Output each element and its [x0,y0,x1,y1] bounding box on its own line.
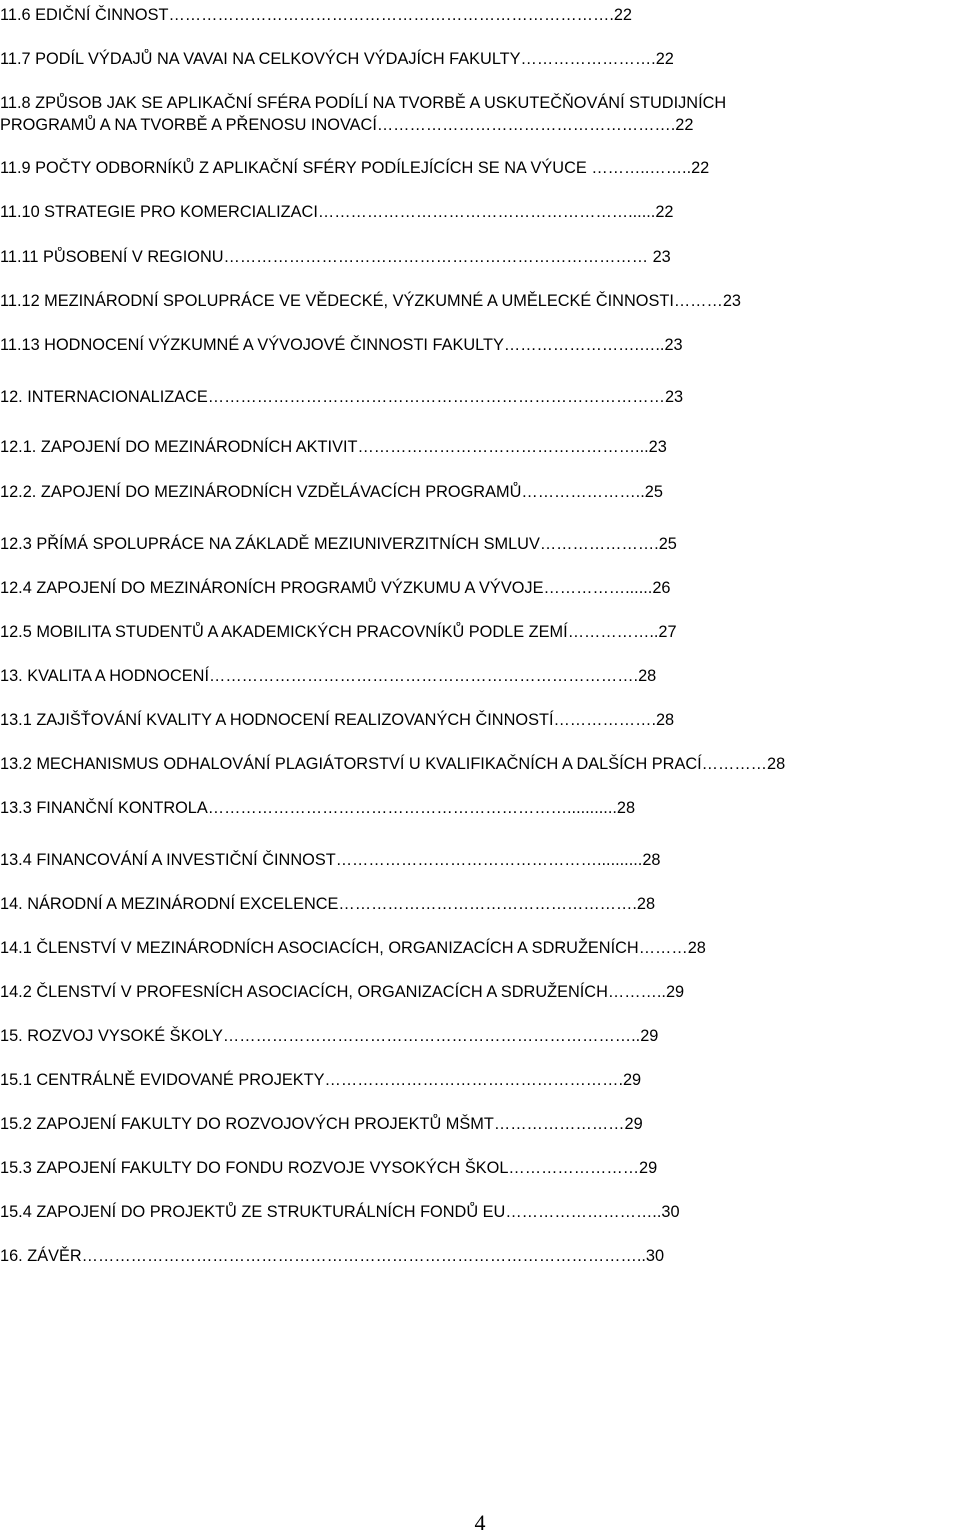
toc-entry-text: 12.1. ZAPOJENÍ DO MEZINÁRODNÍCH AKTIVIT……………………………………………...23 [0,438,667,456]
toc-entry [0,1201,960,1223]
toc-entry [0,849,960,871]
toc-entry [0,1245,960,1267]
toc-entry [0,797,960,819]
toc-entry-text: 12. INTERNACIONALIZACE…………………………………………………………………………23 [0,388,684,406]
toc-entry-text: 15. ROZVOJ VYSOKÉ ŠKOLY…………………………………………………………………..29 [0,1027,659,1045]
toc-entry-text: 12.2. ZAPOJENÍ DO MEZINÁRODNÍCH VZDĚLÁVACÍCH PROGRAMŮ…………………..25 [0,483,663,501]
toc-entry [0,937,960,959]
toc-entry-text: 11.10 STRATEGIE PRO KOMERCIALIZACI…………………………………………………......22 [0,203,674,221]
toc-entry-text: 13.3 FINANČNÍ KONTROLA…………………………………………………………...........28 [0,799,636,817]
toc-entry [0,201,960,223]
toc-entry [0,290,960,312]
toc-entry-text: 16. ZÁVĚR…………………………………………………………………………………………..30 [0,1247,665,1265]
toc-entry [0,92,960,136]
toc-entry-text: 11.12 MEZINÁRODNÍ SPOLUPRÁCE VE VĚDECKÉ, VÝZKUMNÉ A UMĚLECKÉ ČINNOSTI………23 [0,292,742,310]
toc-entry-text: 11.11 PŮSOBENÍ V REGIONU…………………………………………………………………… 23 [0,248,671,266]
toc-entry [0,481,960,503]
toc-entry [0,753,960,775]
toc-entry-text: 14.2 ČLENSTVÍ V PROFESNÍCH ASOCIACÍCH, ORGANIZACÍCH A SDRUŽENÍCH………..29 [0,983,685,1001]
toc-entry-text: 14. NÁRODNÍ A MEZINÁRODNÍ EXCELENCE……………………………………………….28 [0,895,656,913]
toc-entry-text: 12.3 PŘÍMÁ SPOLUPRÁCE NA ZÁKLADĚ MEZIUNIVERZITNÍCH SMLUV………………….25 [0,535,677,553]
toc-entry-text: 11.6 EDIČNÍ ČINNOST……………………………………………………………………….22 [0,6,633,24]
page-number: 4 [474,1510,486,1535]
toc-entry [0,1025,960,1047]
toc-entry-text: 15.3 ZAPOJENÍ FAKULTY DO FONDU ROZVOJE VYSOKÝCH ŠKOL……………………29 [0,1159,658,1177]
toc-entry-text: 11.13 HODNOCENÍ VÝZKUMNÉ A VÝVOJOVÉ ČINNOSTI FAKULTY…………………….…..23 [0,336,683,354]
toc-entry-text: 11.9 POČTY ODBORNÍKŮ Z APLIKAČNÍ SFÉRY PODÍLEJÍCÍCH SE NA VÝUCE ………..……..22 [0,159,710,177]
toc-entry [0,334,960,356]
toc-entry-text: 11.8 ZPŮSOB JAK SE APLIKAČNÍ SFÉRA PODÍLÍ NA TVORBĚ A USKUTEČŇOVÁNÍ STUDIJNÍCH [0,94,727,112]
toc-entry [0,436,960,458]
toc-entry [0,709,960,731]
toc-entry-text: 15.2 ZAPOJENÍ FAKULTY DO ROZVOJOVÝCH PROJEKTŮ MŠMT……………………29 [0,1115,643,1133]
toc-entry [0,621,960,643]
toc-entry [0,577,960,599]
toc-entry [0,981,960,1003]
toc-entry [0,1069,960,1091]
toc-entry-text: 12.5 MOBILITA STUDENTŮ A AKADEMICKÝCH PRACOVNÍKŮ PODLE ZEMÍ……………..27 [0,623,677,641]
toc-entry [0,48,960,70]
toc-entry [0,1157,960,1179]
toc-entry [0,665,960,687]
toc-entry-text: 13.2 MECHANISMUS ODHALOVÁNÍ PLAGIÁTORSTVÍ U KVALIFIKAČNÍCH A DALŠÍCH PRACÍ…………28 [0,755,786,773]
toc-entry-text: 15.4 ZAPOJENÍ DO PROJEKTŮ ZE STRUKTURÁLNÍCH FONDŮ EU………………………..30 [0,1203,680,1221]
toc-entry [0,246,960,268]
toc-entry [0,157,960,179]
toc-entry [0,4,960,26]
toc-entry [0,893,960,915]
toc-entry-text: 11.7 PODÍL VÝDAJŮ NA VAVAI NA CELKOVÝCH VÝDAJÍCH FAKULTY…………………….22 [0,50,674,68]
toc-entry [0,1113,960,1135]
toc-entry-text: 13. KVALITA A HODNOCENÍ…………………………………………………………………….28 [0,667,657,685]
toc-entry-text: 14.1 ČLENSTVÍ V MEZINÁRODNÍCH ASOCIACÍCH, ORGANIZACÍCH A SDRUŽENÍCH………28 [0,939,706,957]
toc-entry-text: 12.4 ZAPOJENÍ DO MEZINÁRONÍCH PROGRAMŮ VÝZKUMU A VÝVOJE……………......26 [0,579,671,597]
toc-entry-text: 15.1 CENTRÁLNĚ EVIDOVANÉ PROJEKTY……………………………………………….29 [0,1071,642,1089]
toc-entry-text: 13.4 FINANCOVÁNÍ A INVESTIČNÍ ČINNOST…………………………………………..........28 [0,851,661,869]
toc-entry-text: 13.1 ZAJIŠŤOVÁNÍ KVALITY A HODNOCENÍ REALIZOVANÝCH ČINNOSTÍ……………….28 [0,711,675,729]
toc-entry [0,386,960,408]
toc-entry-continuation: PROGRAMŮ A NA TVORBĚ A PŘENOSU INOVACÍ……………………………………………….22 [0,116,694,134]
toc-entry [0,533,960,555]
